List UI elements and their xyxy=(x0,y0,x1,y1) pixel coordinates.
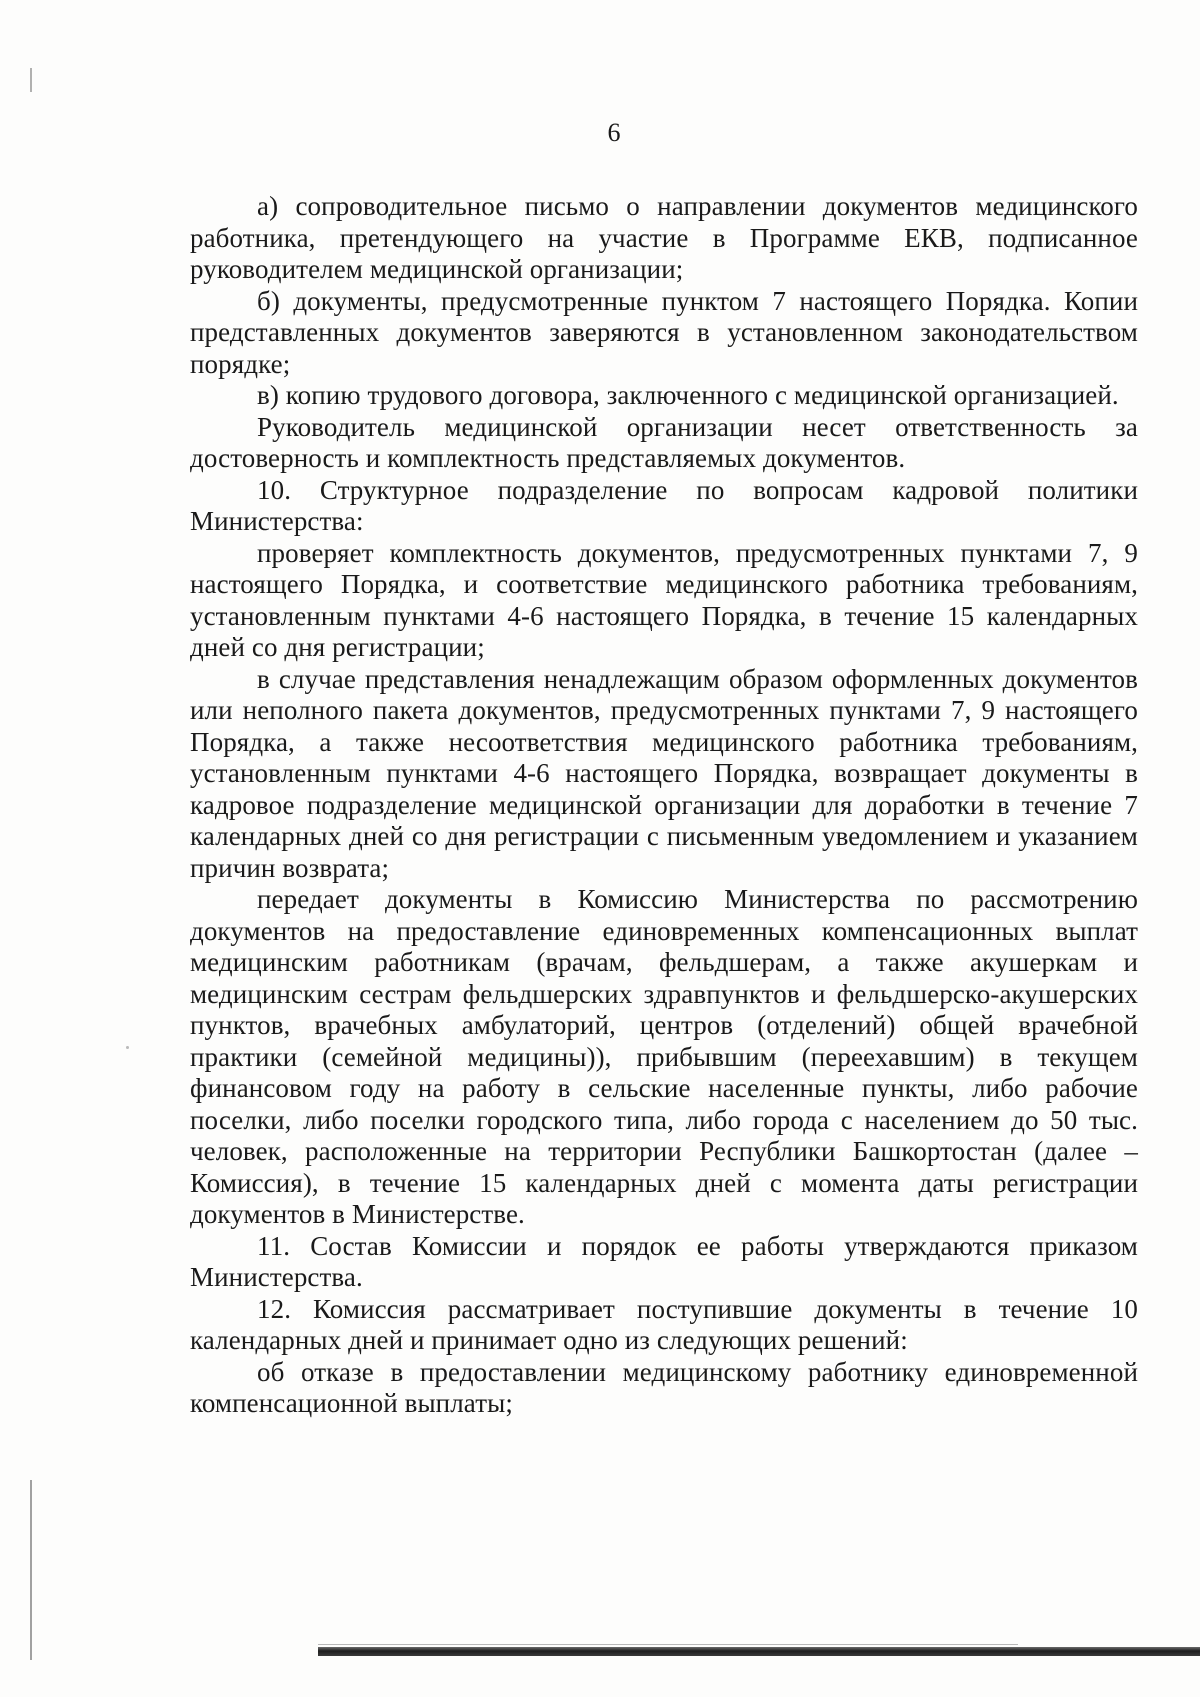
paragraph-item-a: а) сопроводительное письмо о направлении документов медицинского работника, претендующего на участие в Программе ЕКВ, подписанное руководителем медицинской организации; xyxy=(190,191,1138,284)
paragraph-returns: в случае представления ненадлежащим образом оформленных документов или неполного пакета документов, предусмотренных пунктами 7, 9 настоящего Порядка, а также несоответствия медицинского работника требованиям, установленным пунктами 4-6 настоящего Порядка, возвращает документы в кадровое подразделение медицинской организации для доработки в течение 7 календарных дней со дня регистрации с письменным уведомлением и указанием причин возврата; xyxy=(190,663,1138,883)
paragraph-refusal: об отказе в предоставлении медицинскому работнику единовременной компенсационной выплаты; xyxy=(190,1356,1138,1418)
paragraph-responsibility: Руководитель медицинской организации несет ответственность за достоверность и комплектность представляемых документов. xyxy=(190,411,1138,473)
scan-artifact-dot xyxy=(126,1046,129,1049)
paragraph-item-b: б) документы, предусмотренные пунктом 7 настоящего Порядка. Копии представленных документов заверяются в установленном законодательством порядке; xyxy=(190,285,1138,379)
scan-artifact-mark xyxy=(30,68,32,92)
scan-artifact-line xyxy=(318,1644,1018,1645)
paragraph-transfers: передает документы в Комиссию Министерства по рассмотрению документов на предоставление единовременных компенсационных выплат медицинским работникам (врачам, фельдшерам, а также акушеркам и медицинским сестрам фельдшерских здравпунктов и фельдшерско-акушерских пунктов, врачебных амбулаторий, центров (отделений) общей врачебной практики (семейной медицины)), прибывшим (переехавшим) в текущем финансовом году на работу в сельские населенные пункты, либо рабочие поселки, либо поселки городского типа, либо города с населением до 50 тыс. человек, расположенные на территории Республики Башкортостан (далее – Комиссия), в течение 15 календарных дней с момента даты регистрации документов в Министерстве. xyxy=(190,884,1138,1229)
paragraph-checks: проверяет комплектность документов, предусмотренных пунктами 7, 9 настоящего Порядка, и соответствие медицинского работника требованиям, установленным пунктами 4-6 настоящего Порядка, в течение 15 календарных дней со дня регистрации; xyxy=(190,537,1138,662)
document-body xyxy=(190,191,1138,1420)
paragraph-clause-11: 11. Состав Комиссии и порядок ее работы утверждаются приказом Министерства. xyxy=(190,1230,1138,1292)
paragraph-item-v: в) копию трудового договора, заключенного с медицинской организацией. xyxy=(257,380,1119,410)
scan-artifact-bar xyxy=(318,1647,1200,1656)
paragraph-clause-12: 12. Комиссия рассматривает поступившие документы в течение 10 календарных дней и принимает одно из следующих решений: xyxy=(190,1293,1138,1355)
page-number: 6 xyxy=(607,118,621,147)
scan-artifact-mark xyxy=(30,1480,32,1660)
paragraph-clause-10: 10. Структурное подразделение по вопросам кадровой политики Министерства: xyxy=(190,474,1138,536)
